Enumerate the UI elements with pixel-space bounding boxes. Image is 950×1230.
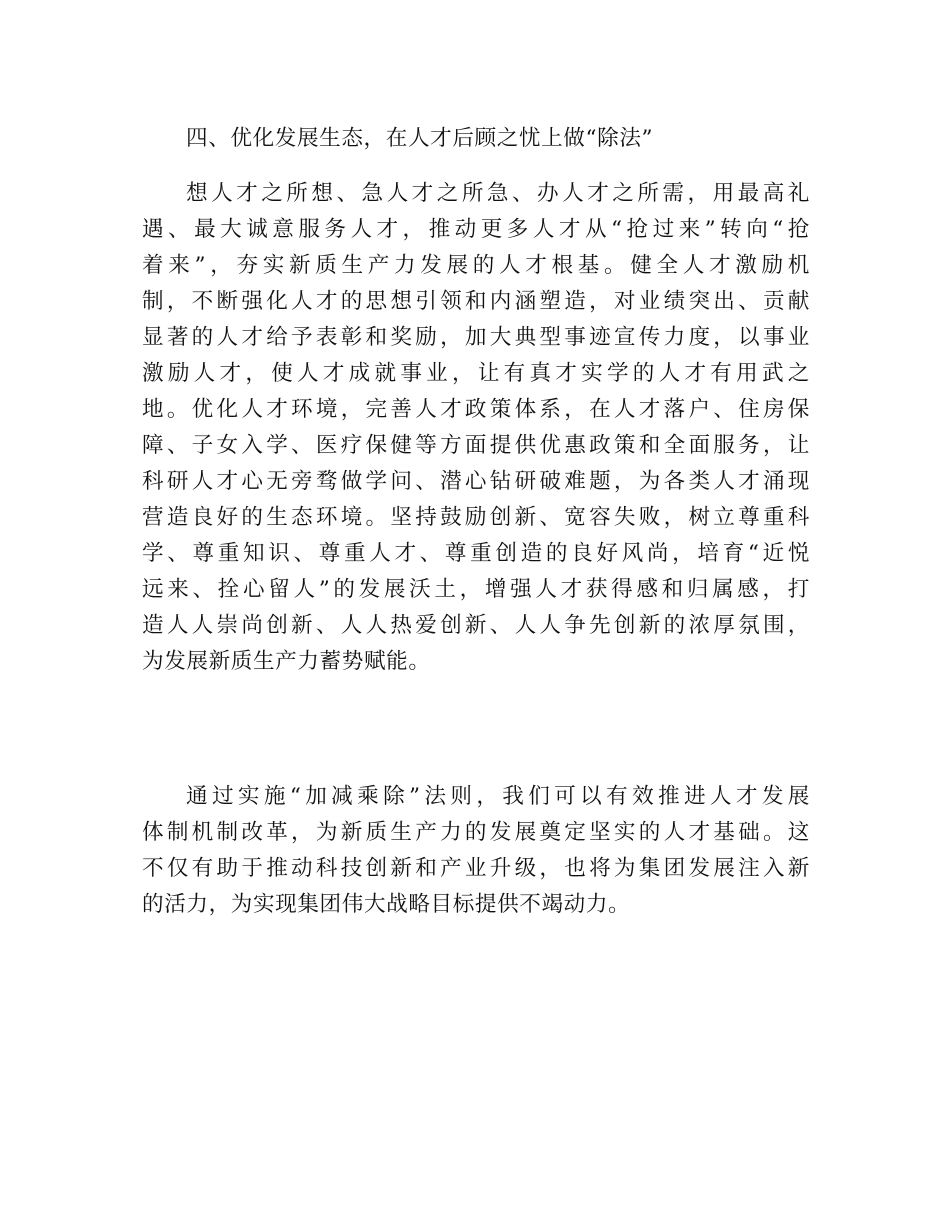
- paragraph-line: 制，不断强化人才的思想引领和内涵塑造，对业绩突出、贡献: [142, 289, 810, 314]
- paragraph-line: 不仅有助于推动科技创新和产业升级，也将为集团发展注入新: [142, 856, 810, 881]
- paragraph-line: 学、尊重知识、尊重人才、尊重创造的良好风尚，培育“近悦: [142, 541, 810, 566]
- paragraph-talent-ecology: [142, 176, 810, 680]
- paragraph-line: 想人才之所想、急人才之所急、办人才之所需，用最高礼: [186, 181, 810, 206]
- paragraph-line: 科研人才心无旁骛做学问、潜心钻研破难题，为各类人才涌现: [142, 469, 810, 494]
- paragraph-conclusion: [142, 779, 810, 923]
- paragraph-line: 障、子女入学、医疗保健等方面提供优惠政策和全面服务，让: [142, 433, 810, 458]
- paragraph-line: 通过实施“加减乘除”法则，我们可以有效推进人才发展: [186, 784, 810, 809]
- paragraph-line: 着来”，夯实新质生产力发展的人才根基。健全人才激励机: [142, 253, 810, 278]
- paragraph-line: 为发展新质生产力蓄势赋能。: [142, 649, 431, 674]
- section-heading: [142, 121, 810, 157]
- paragraph-line: 地。优化人才环境，完善人才政策体系，在人才落户、住房保: [142, 397, 810, 422]
- paragraph-line: 远来、拴心留人”的发展沃土，增强人才获得感和归属感，打: [142, 577, 810, 602]
- paragraph-line: 造人人崇尚创新、人人热爱创新、人人争先创新的浓厚氛围，: [142, 613, 810, 638]
- paragraph-line: 激励人才，使人才成就事业，让有真才实学的人才有用武之: [142, 361, 810, 386]
- paragraph-line: 体制机制改革，为新质生产力的发展奠定坚实的人才基础。这: [142, 820, 810, 845]
- paragraph-line: 营造良好的生态环境。坚持鼓励创新、宽容失败，树立尊重科: [142, 505, 810, 530]
- paragraph-line: 显著的人才给予表彰和奖励，加大典型事迹宣传力度，以事业: [142, 325, 810, 350]
- heading-text: 四、优化发展生态，在人才后顾之忧上做“除法”: [186, 126, 654, 151]
- paragraph-line: 遇、最大诚意服务人才，推动更多人才从“抢过来”转向“抢: [142, 217, 810, 242]
- paragraph-line: 的活力，为实现集团伟大战略目标提供不竭动力。: [142, 892, 631, 917]
